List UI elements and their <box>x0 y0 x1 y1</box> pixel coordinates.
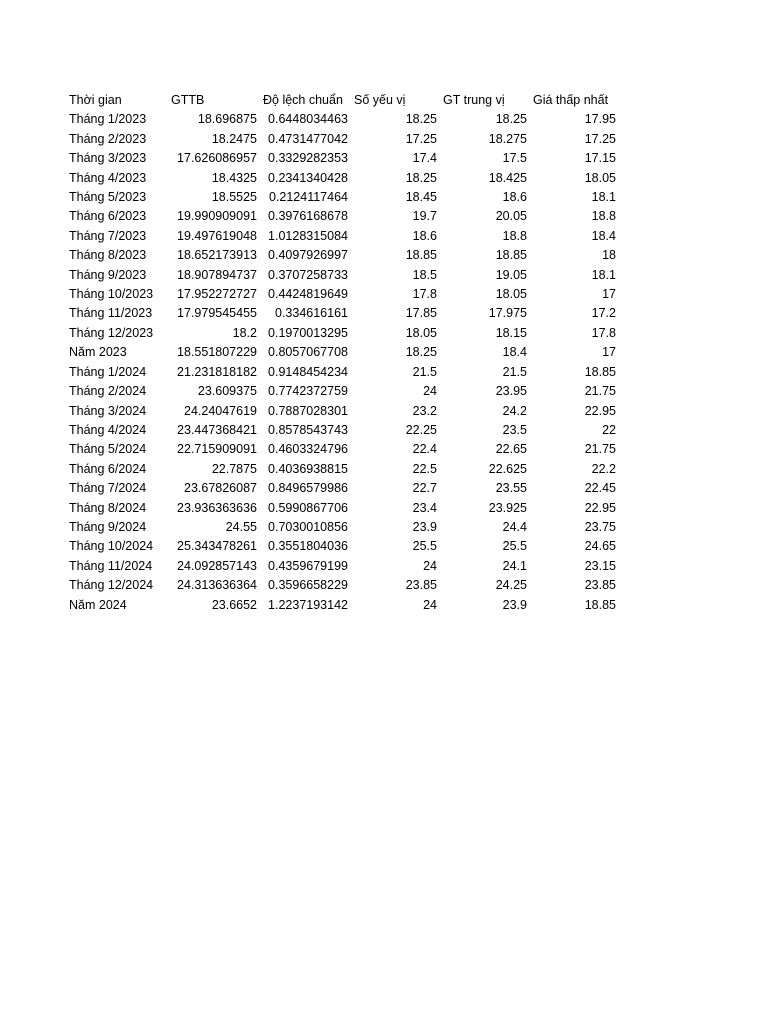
table-row <box>66 537 619 556</box>
cell-median: 18.4 <box>502 345 527 360</box>
cell-time: Năm 2023 <box>69 345 127 360</box>
cell-std-dev: 0.3707258733 <box>268 267 348 282</box>
header-mean: GTTB <box>171 93 205 107</box>
cell-min-price: 17.95 <box>584 112 616 127</box>
cell-time: Tháng 7/2024 <box>69 481 147 496</box>
cell-std-dev: 0.6448034463 <box>268 112 348 127</box>
cell-median: 18.8 <box>502 228 527 243</box>
cell-std-dev: 0.3551804036 <box>268 539 348 554</box>
cell-min-price: 23.15 <box>584 558 616 573</box>
cell-std-dev: 0.5990867706 <box>268 500 348 515</box>
cell-mean: 18.907894737 <box>177 267 257 282</box>
cell-time: Tháng 10/2024 <box>69 539 154 554</box>
cell-time: Tháng 1/2024 <box>69 364 147 379</box>
cell-mean: 24.55 <box>225 519 257 534</box>
cell-mean: 17.626086957 <box>177 151 257 166</box>
table-row <box>66 402 619 421</box>
cell-std-dev: 0.334616161 <box>275 306 348 321</box>
cell-mode: 22.7 <box>412 481 437 496</box>
header-median: GT trung vị <box>443 93 505 107</box>
cell-std-dev: 0.4424819649 <box>268 287 348 302</box>
cell-time: Tháng 6/2024 <box>69 461 147 476</box>
cell-time: Tháng 4/2023 <box>69 170 147 185</box>
header-std-dev: Độ lệch chuẩn <box>263 93 343 107</box>
cell-time: Tháng 4/2024 <box>69 422 147 437</box>
table-row <box>66 596 619 615</box>
cell-median: 25.5 <box>502 539 527 554</box>
cell-time: Tháng 2/2024 <box>69 384 147 399</box>
cell-mode: 21.5 <box>412 364 437 379</box>
cell-median: 20.05 <box>495 209 527 224</box>
cell-std-dev: 0.3976168678 <box>268 209 348 224</box>
cell-time: Tháng 3/2023 <box>69 151 147 166</box>
cell-median: 23.9 <box>502 597 527 612</box>
table-row <box>66 576 619 595</box>
cell-std-dev: 0.7887028301 <box>268 403 348 418</box>
cell-min-price: 22 <box>602 422 616 437</box>
table-row <box>66 440 619 459</box>
cell-min-price: 22.45 <box>584 481 616 496</box>
cell-mode: 17.8 <box>412 287 437 302</box>
cell-time: Tháng 12/2023 <box>69 325 154 340</box>
cell-mode: 23.2 <box>412 403 437 418</box>
cell-median: 24.2 <box>502 403 527 418</box>
cell-time: Tháng 9/2023 <box>69 267 147 282</box>
cell-median: 18.425 <box>488 170 527 185</box>
cell-mode: 18.6 <box>412 228 437 243</box>
cell-mode: 17.4 <box>412 151 437 166</box>
cell-mean: 25.343478261 <box>177 539 257 554</box>
cell-min-price: 18.8 <box>591 209 616 224</box>
cell-std-dev: 0.8578543743 <box>268 422 348 437</box>
cell-time: Tháng 3/2024 <box>69 403 147 418</box>
cell-min-price: 18 <box>602 248 616 263</box>
table-row <box>66 266 619 285</box>
cell-std-dev: 0.4097926997 <box>268 248 348 263</box>
table-row <box>66 188 619 207</box>
cell-mean: 23.67826087 <box>184 481 257 496</box>
cell-min-price: 23.85 <box>584 578 616 593</box>
cell-min-price: 22.2 <box>591 461 616 476</box>
cell-time: Tháng 11/2023 <box>69 306 153 321</box>
cell-median: 18.275 <box>488 131 527 146</box>
table-row <box>66 324 619 343</box>
cell-mode: 22.4 <box>412 442 437 457</box>
cell-time: Tháng 8/2023 <box>69 248 147 263</box>
cell-std-dev: 0.4359679199 <box>268 558 348 573</box>
cell-mean: 22.7875 <box>211 461 257 476</box>
cell-mean: 17.952272727 <box>177 287 257 302</box>
cell-mode: 18.85 <box>405 248 437 263</box>
cell-time: Tháng 10/2023 <box>69 287 154 302</box>
cell-time: Tháng 9/2024 <box>69 519 147 534</box>
cell-time: Tháng 8/2024 <box>69 500 147 515</box>
table-row <box>66 343 619 362</box>
cell-median: 17.5 <box>502 151 527 166</box>
cell-std-dev: 0.3596658229 <box>268 578 348 593</box>
cell-std-dev: 0.7742372759 <box>268 384 348 399</box>
table-row <box>66 130 619 149</box>
header-mode: Số yếu vị <box>354 93 406 107</box>
table-row <box>66 557 619 576</box>
cell-std-dev: 0.4603324796 <box>268 442 348 457</box>
table-row <box>66 363 619 382</box>
cell-min-price: 22.95 <box>584 500 616 515</box>
cell-median: 23.5 <box>502 422 527 437</box>
cell-time: Tháng 12/2024 <box>69 578 154 593</box>
cell-min-price: 21.75 <box>584 442 616 457</box>
cell-mean: 18.4325 <box>211 170 257 185</box>
cell-time: Tháng 11/2024 <box>69 558 153 573</box>
cell-median: 23.55 <box>495 481 527 496</box>
cell-std-dev: 0.2341340428 <box>268 170 348 185</box>
cell-min-price: 24.65 <box>584 539 616 554</box>
cell-mean: 24.313636364 <box>177 578 257 593</box>
cell-min-price: 18.1 <box>591 190 616 205</box>
table-row <box>66 460 619 479</box>
cell-mode: 24 <box>423 597 437 612</box>
cell-mean: 17.979545455 <box>177 306 257 321</box>
cell-time: Tháng 7/2023 <box>69 228 147 243</box>
cell-median: 24.4 <box>502 519 527 534</box>
cell-median: 24.25 <box>495 578 527 593</box>
header-row <box>66 91 619 110</box>
cell-mode: 18.25 <box>405 345 437 360</box>
cell-median: 19.05 <box>495 267 527 282</box>
header-time: Thời gian <box>69 93 122 107</box>
cell-mode: 25.5 <box>412 539 437 554</box>
cell-std-dev: 1.2237193142 <box>268 597 348 612</box>
cell-min-price: 17.25 <box>584 131 616 146</box>
cell-mean: 18.652173913 <box>177 248 257 263</box>
cell-time: Tháng 2/2023 <box>69 131 147 146</box>
cell-mode: 22.5 <box>412 461 437 476</box>
cell-std-dev: 0.8496579986 <box>268 481 348 496</box>
cell-median: 18.85 <box>495 248 527 263</box>
cell-mean: 22.715909091 <box>177 442 257 457</box>
table-row <box>66 479 619 498</box>
table-row <box>66 518 619 537</box>
table-row <box>66 499 619 518</box>
table-row <box>66 304 619 323</box>
cell-time: Tháng 5/2023 <box>69 190 147 205</box>
cell-min-price: 17.15 <box>584 151 616 166</box>
cell-median: 23.925 <box>488 500 527 515</box>
cell-mode: 24 <box>423 558 437 573</box>
cell-mode: 19.7 <box>412 209 437 224</box>
statistics-table <box>66 91 619 615</box>
cell-mode: 17.25 <box>405 131 437 146</box>
cell-mean: 23.6652 <box>211 597 257 612</box>
cell-min-price: 23.75 <box>584 519 616 534</box>
cell-mode: 18.45 <box>405 190 437 205</box>
cell-std-dev: 0.9148454234 <box>268 364 348 379</box>
table-row <box>66 110 619 129</box>
cell-std-dev: 1.0128315084 <box>268 228 348 243</box>
cell-min-price: 17.8 <box>591 325 616 340</box>
cell-mean: 18.2 <box>232 325 257 340</box>
cell-time: Tháng 1/2023 <box>69 112 147 127</box>
header-min-price: Giá thấp nhất <box>533 93 609 107</box>
cell-mode: 23.85 <box>405 578 437 593</box>
cell-median: 23.95 <box>495 384 527 399</box>
table-row <box>66 285 619 304</box>
cell-mean: 18.551807229 <box>177 345 257 360</box>
cell-mode: 18.5 <box>412 267 437 282</box>
cell-std-dev: 0.8057067708 <box>268 345 348 360</box>
cell-mean: 24.092857143 <box>177 558 257 573</box>
cell-mode: 18.25 <box>405 112 437 127</box>
cell-mean: 19.497619048 <box>177 228 257 243</box>
cell-mean: 21.231818182 <box>177 364 257 379</box>
cell-std-dev: 0.4036938815 <box>268 461 348 476</box>
cell-mean: 23.609375 <box>197 384 257 399</box>
cell-median: 24.1 <box>502 558 527 573</box>
table-row <box>66 227 619 246</box>
cell-mode: 23.4 <box>412 500 437 515</box>
cell-std-dev: 0.4731477042 <box>268 131 348 146</box>
cell-min-price: 18.85 <box>584 364 616 379</box>
cell-min-price: 22.95 <box>584 403 616 418</box>
table-row <box>66 246 619 265</box>
cell-min-price: 18.4 <box>591 228 616 243</box>
cell-std-dev: 0.3329282353 <box>268 151 348 166</box>
table-body <box>66 110 619 615</box>
cell-mean: 19.990909091 <box>177 209 257 224</box>
cell-min-price: 21.75 <box>584 384 616 399</box>
cell-mean: 18.2475 <box>211 131 257 146</box>
cell-time: Tháng 5/2024 <box>69 442 147 457</box>
cell-min-price: 17 <box>602 287 616 302</box>
cell-time: Năm 2024 <box>69 597 127 612</box>
cell-mean: 23.936363636 <box>177 500 257 515</box>
cell-mean: 24.24047619 <box>184 403 257 418</box>
cell-median: 21.5 <box>502 364 527 379</box>
table-row <box>66 207 619 226</box>
cell-mean: 18.5525 <box>211 190 257 205</box>
cell-median: 18.05 <box>495 287 527 302</box>
table-row <box>66 169 619 188</box>
cell-mode: 18.25 <box>405 170 437 185</box>
cell-min-price: 18.05 <box>584 170 616 185</box>
cell-median: 17.975 <box>488 306 527 321</box>
cell-median: 22.65 <box>495 442 527 457</box>
cell-std-dev: 0.7030010856 <box>268 519 348 534</box>
cell-mode: 22.25 <box>405 422 437 437</box>
cell-median: 18.15 <box>495 325 527 340</box>
cell-median: 18.6 <box>502 190 527 205</box>
cell-min-price: 17.2 <box>591 306 616 321</box>
cell-min-price: 18.1 <box>591 267 616 282</box>
cell-mode: 17.85 <box>405 306 437 321</box>
cell-std-dev: 0.2124117464 <box>268 190 348 205</box>
table-row <box>66 421 619 440</box>
cell-mode: 18.05 <box>405 325 437 340</box>
cell-mode: 23.9 <box>412 519 437 534</box>
cell-median: 22.625 <box>488 461 527 476</box>
cell-time: Tháng 6/2023 <box>69 209 147 224</box>
cell-median: 18.25 <box>495 112 527 127</box>
cell-mode: 24 <box>423 384 437 399</box>
table-row <box>66 149 619 168</box>
table-row <box>66 382 619 401</box>
cell-mean: 18.696875 <box>197 112 257 127</box>
cell-std-dev: 0.1970013295 <box>268 325 348 340</box>
cell-min-price: 18.85 <box>584 597 616 612</box>
cell-min-price: 17 <box>602 345 616 360</box>
cell-mean: 23.447368421 <box>177 422 257 437</box>
